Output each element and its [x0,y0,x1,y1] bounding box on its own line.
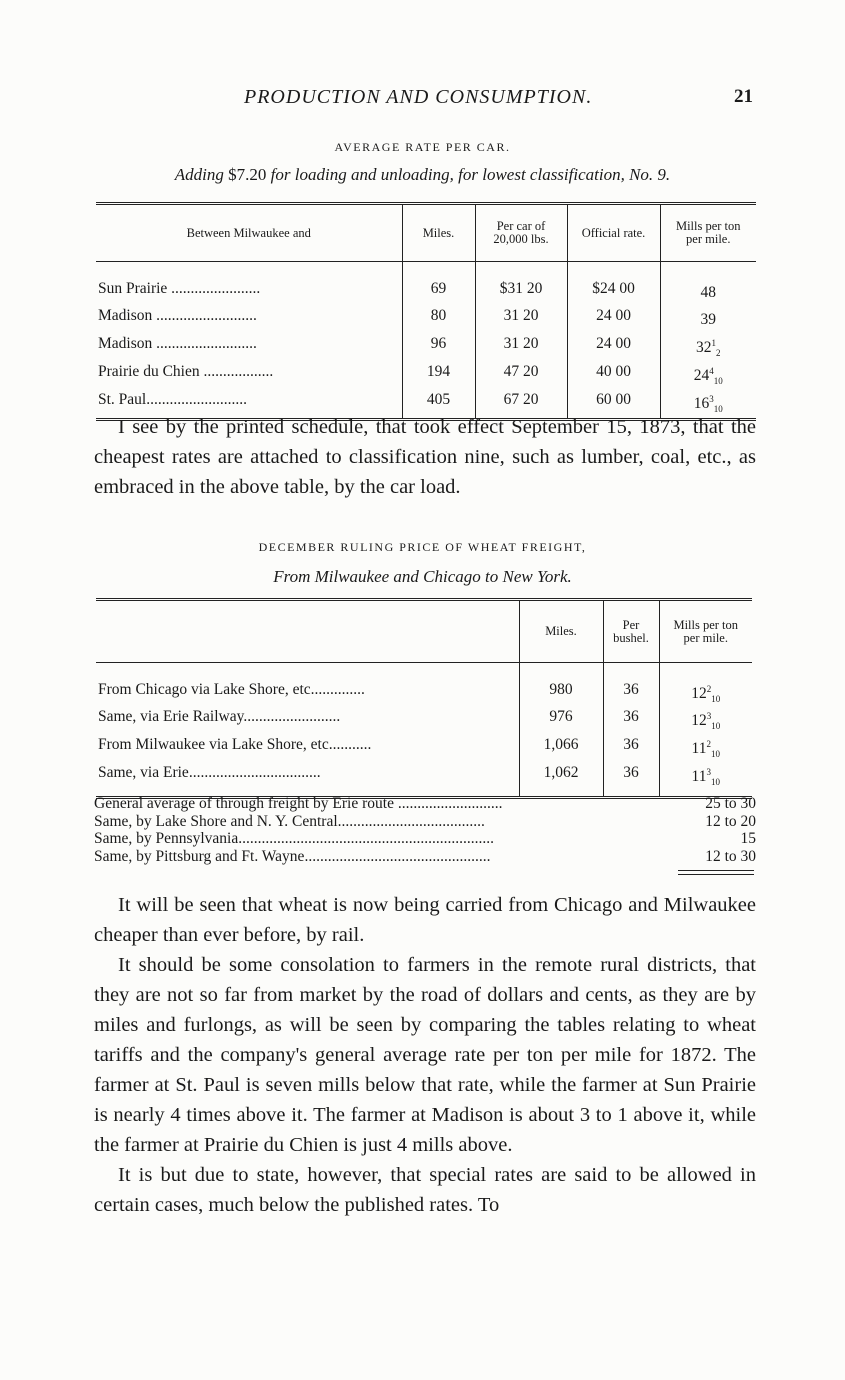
cell-miles: 405 [402,391,475,420]
cell-miles: 1,066 [519,736,603,764]
cell-official-rate: 24 00 [567,307,660,335]
cell-miles: 96 [402,335,475,363]
cell-mills [660,363,756,391]
col-mills-2 [659,600,752,663]
cell-miles: 80 [402,307,475,335]
average-label: Same, by Pittsburg and Ft. Wayne................................................ [94,847,491,865]
cell-miles: 194 [402,363,475,391]
wheat-freight-table [96,598,752,799]
mills-whole: 12 [691,712,707,730]
mills-whole: 12 [691,684,707,702]
average-value: 25 to 30 [705,795,756,812]
col-official-rate: Official rate. [567,204,660,262]
average-row [94,813,756,831]
col-mills-2-line2: per mile. [683,630,728,645]
col-miles-2: Miles. [519,600,603,663]
average-row [94,848,756,866]
cell-mills [660,307,756,335]
page-number: 21 [734,86,753,107]
average-row [94,795,756,813]
cell-official-rate: 24 00 [567,335,660,363]
fraction-denominator: 10 [713,403,723,414]
cell-per-bushel: 36 [603,764,659,798]
average-label: General average of through freight by Erie route ........................... [94,795,503,812]
table1-subtitle-post: for loading and unloading, for lowest classification, No. 9. [266,165,671,184]
col-per-car-line2: 20,000 lbs. [493,232,549,246]
page-header [0,86,845,112]
average-value: 15 [740,830,756,847]
cell-mills [660,280,756,308]
freight-averages [94,795,756,865]
average-value: 12 to 30 [705,847,756,865]
body-paragraphs [94,890,756,1220]
mills-fraction [706,768,720,785]
fraction-denominator: 10 [710,749,720,760]
col-per-car-line1: Per car of [496,219,546,233]
cell-per-car: $31 20 [475,280,567,308]
fraction-numerator: 2 [706,683,712,694]
cell-route: From Milwaukee via Lake Shore, etc........... [98,736,372,753]
average-label: Same, by Pennsylvania.................................................................. [94,830,494,847]
col-mills-line2: per mile. [686,232,731,246]
cell-route: Same, via Erie.................................. [96,764,519,798]
cell-mills [660,335,756,363]
table-row [96,307,756,335]
col-per-car [475,204,567,262]
running-head: PRODUCTION AND CONSUMPTION. [244,86,593,108]
mills-fraction [709,367,723,384]
cell-place: Sun Prairie ....................... [98,279,261,297]
col-per-bushel-line1: Per [622,617,640,632]
table2-subtitle: From Milwaukee and Chicago to New York. [273,567,572,586]
cell-per-car: 47 20 [475,363,567,391]
table-row [96,708,752,736]
average-label: Same, by Lake Shore and N. Y. Central...................................... [94,812,485,830]
mills-whole: 11 [691,740,707,758]
fraction-numerator: 2 [706,739,711,749]
table-row [96,363,756,391]
cell-miles: 980 [519,681,603,709]
paragraph-text: I see by the printed schedule, that took effect September 15, 1873, that the cheapest rates are attached to classification nine, such as lumber, coal, etc., as embraced in the above table, by the car load. [94,416,756,498]
col-per-bushel-line2: bushel. [613,630,649,645]
fraction-denominator: 10 [711,721,721,732]
rate-per-car-table [96,202,756,421]
cell-place: St. Paul.......................... [96,391,402,420]
averages-double-rule [678,870,754,875]
col-route [96,600,519,663]
table2-heading: DECEMBER RULING PRICE OF WHEAT FREIGHT, [258,540,587,554]
cell-place: Madison .......................... [98,335,257,352]
table-row [96,681,752,709]
table1-subtitle [0,165,845,185]
cell-miles: 976 [519,708,603,736]
mills-fraction [711,338,721,359]
fraction-numerator: 3 [706,766,711,777]
table-row [96,736,752,764]
cell-per-car: 31 20 [475,307,567,335]
table1-subtitle-pre: Adding [174,165,229,184]
col-mills [660,204,756,262]
mills-whole: 16 [693,394,710,412]
paragraph-text: It will be seen that wheat is now being carried from Chicago and Milwaukee cheaper than ever before, by rail. [94,894,756,946]
mills-fraction [706,739,720,760]
cell-route: Same, via Erie Railway......................... [98,708,341,726]
mills-whole: 32 [696,339,712,357]
cell-official-rate: $24 00 [567,280,660,308]
cell-mills [659,764,752,798]
fraction-numerator: 3 [706,711,712,722]
cell-per-car: 67 20 [475,391,567,420]
table-row [96,280,756,308]
col-between: Between Milwaukee and [96,204,402,262]
cell-miles: 69 [402,280,475,308]
cell-per-bushel: 36 [603,681,659,709]
cell-mills [659,736,752,764]
table-row [96,335,756,363]
mills-whole: 24 [693,366,710,384]
table1-heading: AVERAGE RATE PER CAR. [334,140,511,154]
mills-fraction [707,685,721,702]
mills-whole: 39 [700,311,716,329]
average-value: 12 to 20 [705,812,756,830]
mills-whole: 11 [691,767,707,785]
average-row [94,830,756,848]
paragraph-text: It is but due to state, however, that special rates are said to be allowed in certain cases, much below the published rates. To [94,1164,756,1216]
col-mills-2-line1: Mills per ton [673,617,739,632]
cell-per-car: 31 20 [475,335,567,363]
paragraph-text: It should be some consolation to farmers in the remote rural districts, that they are not so far from market by the road of dollars and cents, as they are by miles and furlongs, as will be seen by comparing the tables relating to wheat tariffs and the company's general average rate per ton per mile for 1872. The farmer at St. Paul is seven mills below that rate, while the farmer at Sun Prairie is nearly 4 times above it. The farmer at Madison is about 3 to 1 above it, while the farmer at Prairie du Chien is just 4 mills above. [94,954,756,1156]
cell-route: From Chicago via Lake Shore, etc.............. [98,680,365,698]
fraction-numerator: 3 [709,393,714,404]
paragraph-schedule [94,412,756,502]
fraction-numerator: 1 [711,338,716,348]
table1-subtitle-amount: $7.20 [228,165,267,184]
fraction-denominator: 10 [710,777,720,787]
table-row [96,764,752,798]
mills-fraction [706,711,721,732]
col-mills-line1: Mills per ton [675,219,741,233]
cell-mills [659,681,752,709]
mills-whole: 48 [700,283,716,301]
cell-place: Madison .......................... [98,307,257,325]
fraction-denominator: 10 [711,693,721,704]
col-per-bushel [603,600,659,663]
cell-per-bushel: 36 [603,708,659,736]
fraction-denominator: 10 [713,376,723,386]
cell-per-bushel: 36 [603,736,659,764]
col-miles: Miles. [402,204,475,262]
fraction-numerator: 4 [709,365,714,376]
mills-fraction [709,395,723,412]
fraction-denominator: 2 [716,348,721,359]
cell-official-rate: 40 00 [567,363,660,391]
cell-official-rate: 60 00 [567,391,660,420]
cell-mills [659,708,752,736]
cell-miles: 1,062 [519,764,603,798]
cell-place: Prairie du Chien .................. [98,362,274,380]
